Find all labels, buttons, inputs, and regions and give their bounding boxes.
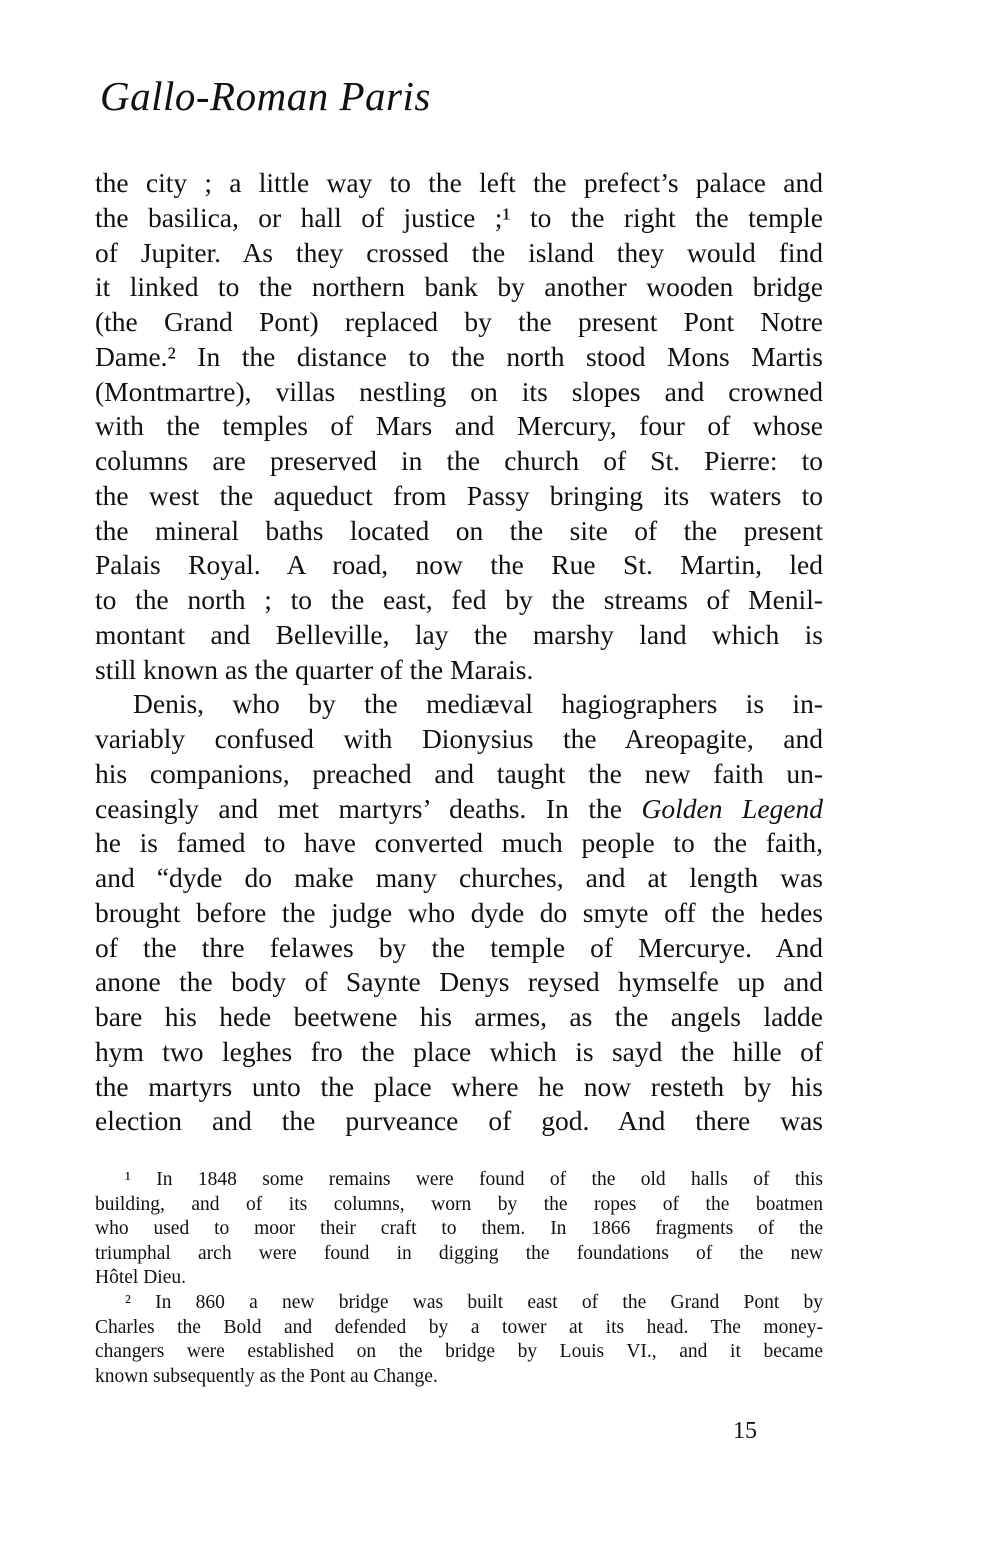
footnote-line: changers were established on the bridge by Louis VI., and it became: [95, 1341, 823, 1363]
text-line: Palais Royal. A road, now the Rue St. Martin, led: [95, 549, 823, 581]
running-head: Gallo-Roman Paris: [100, 73, 431, 119]
text-line: of Jupiter. As they crossed the island they would find: [95, 236, 823, 268]
text-line: and “dyde do make many churches, and at length was: [95, 862, 823, 893]
text-line: Dame.² In the distance to the north stood Mons Martis: [95, 340, 823, 372]
text-line: anone the body of Saynte Denys reysed hymselfe up and: [95, 966, 823, 998]
text-line: with the temples of Mars and Mercury, four of whose: [95, 410, 823, 442]
footnote-line: Charles the Bold and defended by a tower at its head. The money-: [95, 1316, 823, 1338]
text-line: [95, 792, 823, 827]
text-line: columns are preserved in the church of St. Pierre: to: [95, 445, 823, 476]
text-line: hym two leghes fro the place which is sayd the hille of: [95, 1035, 823, 1067]
footnote-line: triumphal arch were found in digging the foundations of the new: [95, 1242, 823, 1264]
text-line: the west the aqueduct from Passy bringing its waters to: [95, 479, 823, 511]
text-line: montant and Belleville, lay the marshy land which is: [95, 618, 823, 650]
text-line: election and the purveance of god. And there was: [95, 1105, 823, 1137]
footnote-line: ² In 860 a new bridge was built east of the Grand Pont by: [125, 1291, 823, 1313]
text-line: still known as the quarter of the Marais.: [95, 653, 534, 685]
book-title-italic: Golden Legend: [641, 792, 823, 824]
footnote-line: building, and of its columns, worn by the ropes of the boatmen: [95, 1193, 823, 1215]
text-line: the basilica, or hall of justice ;¹ to the right the temple: [95, 201, 823, 233]
text-line: variably confused with Dionysius the Areopagite, and: [95, 723, 823, 754]
text-line: the martyrs unto the place where he now resteth by his: [95, 1070, 823, 1102]
text-line: bare his hede beetwene his armes, as the angels ladde: [95, 1001, 823, 1032]
text-line: it linked to the northern bank by another wooden bridge: [95, 271, 823, 303]
text-line: to the north ; to the east, fed by the streams of Menil-: [95, 584, 823, 615]
footnote-line: who used to moor their craft to them. In 1866 fragments of the: [95, 1218, 823, 1240]
text-line: he is famed to have converted much people to the faith,: [95, 827, 823, 859]
body-text: [95, 166, 823, 1139]
footnote-line: Hôtel Dieu.: [95, 1267, 186, 1289]
text-line: Denis, who by the mediæval hagiographers is in-: [133, 688, 823, 720]
text-line: his companions, preached and taught the new faith un-: [95, 757, 823, 789]
footnote-line: known subsequently as the Pont au Change.: [95, 1365, 438, 1387]
text-line: the mineral baths located on the site of the present: [95, 514, 823, 546]
text-line: brought before the judge who dyde do smyte off the hedes: [95, 896, 823, 928]
footnote-line: ¹ In 1848 some remains were found of the old halls of this: [125, 1169, 823, 1190]
text-line: (the Grand Pont) replaced by the present Pont Notre: [95, 306, 823, 337]
footnotes: [95, 1168, 823, 1389]
text-line: of the thre felawes by the temple of Mercurye. And: [95, 931, 823, 963]
text-line: (Montmartre), villas nestling on its slopes and crowned: [95, 375, 823, 407]
text-span: ceasingly and met martyrs’ deaths. In the: [95, 792, 642, 824]
page-number: 15: [733, 1418, 757, 1444]
text-line: the city ; a little way to the left the prefect’s palace and: [95, 167, 823, 198]
